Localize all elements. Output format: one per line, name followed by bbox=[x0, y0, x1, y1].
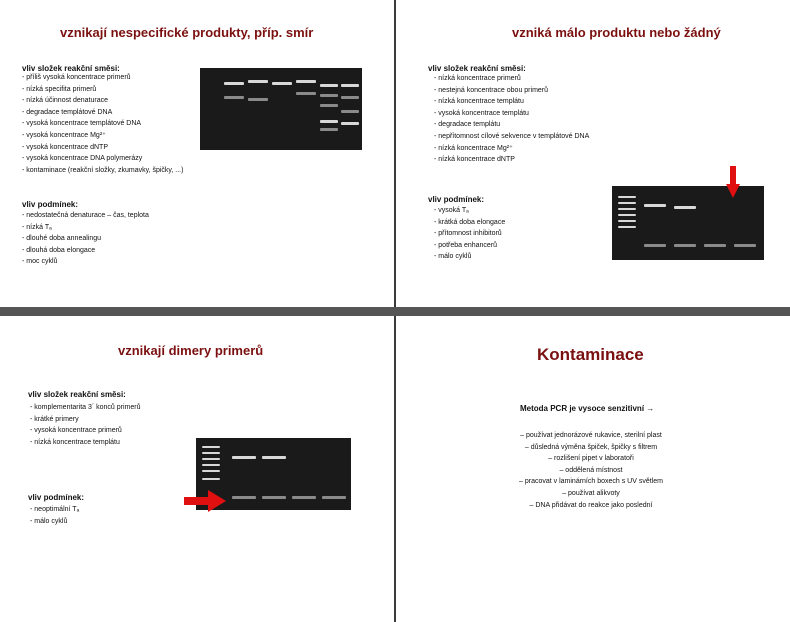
list-item: - degradace templátové DNA bbox=[22, 107, 183, 119]
list-item: - nízká koncentrace templátu bbox=[434, 96, 589, 108]
list-item: - příliš vysoká koncentrace primerů bbox=[22, 72, 183, 84]
list-item: - nedostatečná denaturace – čas, teplota bbox=[22, 210, 149, 222]
list-item: - nízká Tₐ bbox=[22, 222, 149, 234]
mix-list bbox=[434, 73, 589, 166]
list-item: - nízká koncentrace dNTP bbox=[434, 154, 589, 166]
slide-nonspecific-products bbox=[0, 0, 394, 307]
list-item: - nízká specifita primerů bbox=[22, 84, 183, 96]
list-item: – důsledná výměna špiček, špičky s filtrem bbox=[524, 443, 658, 451]
list-item: - degradace templátu bbox=[434, 119, 589, 131]
list-item: - nízká koncentrace primerů bbox=[434, 73, 589, 85]
list-item: – DNA přidávat do reakce jako poslední bbox=[529, 501, 653, 509]
list-item: - přítomnost inhibitorů bbox=[434, 228, 505, 240]
horizontal-divider bbox=[0, 307, 790, 316]
arrow-down-icon bbox=[726, 166, 740, 200]
list-item: - vysoká koncentrace dNTP bbox=[22, 142, 183, 154]
gel-image bbox=[200, 68, 362, 150]
list-item: - vysoká koncentrace templátu bbox=[434, 108, 589, 120]
list-item: - vysoká koncentrace primerů bbox=[30, 425, 141, 437]
mix-heading: vliv složek reakční směsi: bbox=[22, 64, 120, 73]
list-item: - nepřítomnost cílové sekvence v templátové DNA bbox=[434, 131, 589, 143]
conditions-list bbox=[22, 210, 149, 268]
slide-title: vzniká málo produktu nebo žádný bbox=[512, 25, 721, 40]
mix-list bbox=[30, 402, 141, 448]
conditions-list bbox=[434, 205, 505, 263]
list-item: – používat jednorázové rukavice, sterilní plast bbox=[520, 432, 662, 439]
conditions-list bbox=[30, 504, 79, 527]
list-item: - kontaminace (reakční složky, zkumavky, špičky, ...) bbox=[22, 165, 183, 177]
list-item: - vysoká koncentrace templátové DNA bbox=[22, 118, 183, 130]
slide-title: Kontaminace bbox=[537, 345, 644, 364]
list-item: - neoptimální Tₐ bbox=[30, 504, 79, 516]
list-item: - nízká koncentrace Mg²⁺ bbox=[434, 143, 589, 155]
list-item: – pracovat v laminárních boxech s UV světlem bbox=[519, 478, 663, 486]
mix-heading: vliv složek reakční směsi: bbox=[28, 390, 126, 399]
list-item: – oddělená místnost bbox=[559, 466, 623, 474]
list-item: – používat alikvoty bbox=[562, 489, 620, 497]
list-item: - málo cyklů bbox=[30, 516, 79, 528]
list-item: - nestejná koncentrace obou primerů bbox=[434, 85, 589, 97]
list-item: - vysoká koncentrace Mg²⁺ bbox=[22, 130, 183, 142]
slide-title: vznikají dimery primerů bbox=[118, 343, 264, 358]
slide-contamination bbox=[396, 316, 790, 622]
list-item: - potřeba enhancerů bbox=[434, 240, 505, 252]
gel-image bbox=[612, 186, 764, 260]
slide-low-product bbox=[396, 0, 790, 307]
list-item: - krátká doba elongace bbox=[434, 217, 505, 229]
conditions-heading: vliv podmínek: bbox=[28, 493, 85, 502]
list-item: - vysoká koncentrace DNA polymerázy bbox=[22, 153, 183, 165]
list-item: - dlouhé doba annealingu bbox=[22, 233, 149, 245]
list-item: – rozlišení pipet v laboratoři bbox=[548, 455, 634, 463]
mix-list bbox=[22, 72, 183, 176]
arrow-right-icon bbox=[184, 490, 226, 512]
mix-heading: vliv složek reakční směsi: bbox=[428, 64, 526, 73]
slide-primer-dimers bbox=[0, 316, 394, 622]
list-item: - vysoká Tₐ bbox=[434, 205, 505, 217]
lead-text: Metoda PCR je vysoce senzitivní → bbox=[520, 404, 655, 413]
contamination-list bbox=[486, 430, 696, 511]
slide-title: vznikají nespecifické produkty, příp. smír bbox=[60, 25, 314, 40]
list-item: - málo cyklů bbox=[434, 251, 505, 263]
list-item: - krátké primery bbox=[30, 414, 141, 426]
list-item: - dlouhá doba elongace bbox=[22, 245, 149, 257]
conditions-heading: vliv podmínek: bbox=[22, 200, 79, 209]
list-item: - nízká účinnost denaturace bbox=[22, 95, 183, 107]
conditions-heading: vliv podmínek: bbox=[428, 195, 485, 204]
list-item: - komplementarita 3´ konců primerů bbox=[30, 402, 141, 414]
list-item: - nízká koncentrace templátu bbox=[30, 437, 141, 449]
list-item: - moc cyklů bbox=[22, 256, 149, 268]
